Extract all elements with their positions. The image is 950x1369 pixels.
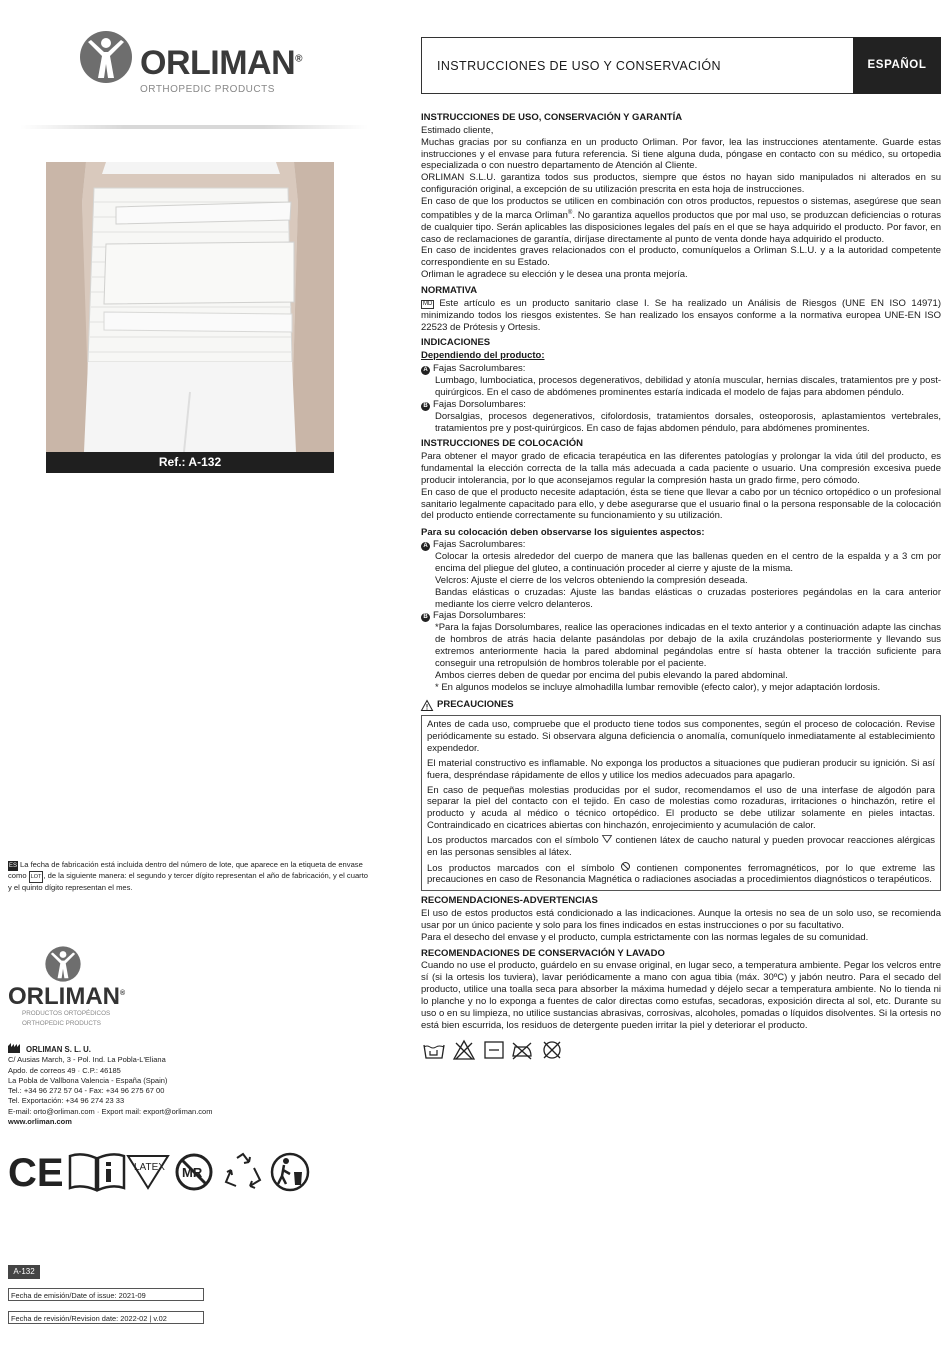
- paragraph: Para el desecho del envase y el producto, cumpla estrictamente con las normas legales de su comunidad.: [421, 931, 869, 943]
- paragraph: Colocar la ortesis alrededor del cuerpo de manera que las ballenas queden en el centro de la espalda y a 3 cm por encima del pliegue del gluteo, a continuación proceder al cierre y ajuste de la misma.: [435, 551, 941, 574]
- mr-symbol-icon: [621, 862, 630, 871]
- paragraph: MD Este artículo es un producto sanitario clase I. Se ha realizado un Análisis de Riesgos (UNE EN ISO 14971) minimizando todos los riesgos existentes. Se han realizado los ensayos conforme a la normativa europea UNE-EN ISO 22523 de Prótesis y Ortesis.: [421, 297, 941, 333]
- brand-tagline-es: PRODUCTOS ORTOPÉDICOS: [22, 1010, 111, 1017]
- orliman-logo-top: [78, 30, 318, 100]
- section-title-colocacion: INSTRUCCIONES DE COLOCACIÓN: [421, 438, 584, 450]
- company-address-line: La Pobla de Vallbona Valencia - España (Spain): [8, 1075, 168, 1085]
- company-address-line: Apdo. de correos 49 · C.P.: 46185: [8, 1065, 121, 1075]
- brand-tagline: ORTHOPEDIC PRODUCTS: [140, 84, 275, 95]
- letter-b-icon: B: [421, 402, 430, 411]
- paragraph: *Para la fajas Dorsolumbares, realice las operaciones indicadas en el texto anterior y a continuación adapte las cinchas de hombros de atrás hacia delante pasándolas por debajo de la axila cruzándolas posteriormente y llevando sus extremos anteriormente hacia la pared abdominal pegándolas entre sí hasta obtener la tracción suficiente para conseguir una retropulsión de hombros tolerable por el paciente.: [435, 622, 941, 669]
- section-title-garantia: INSTRUCCIONES DE USO, CONSERVACIÓN Y GARANTÍA: [421, 112, 683, 123]
- revision-date: Fecha de revisión/Revision date: 2022-02 | v.02: [8, 1311, 204, 1324]
- company-phone-line: Tel.: +34 96 272 57 04 - Fax: +34 96 275 67 00: [8, 1086, 165, 1096]
- section-title-lavado: RECOMENDACIONES DE CONSERVACIÓN Y LAVADO: [421, 947, 665, 959]
- orliman-figure-icon: [44, 945, 82, 983]
- letter-b-icon: B: [421, 613, 430, 622]
- language-badge: ES: [8, 861, 18, 871]
- paragraph: Cuando no use el producto, guárdelo en su envase original, en lugar seco, a temperatura ambiente. Pegar los velcros entre sí (si la ortesis los tuviera), lavar periódicamente a mano con agua tibia (máx. 30ºC) y jabón neutro. Para el secado del producto, utilice una toalla seca para absorber la máxima humedad y déjelo secar a temperatura ambiente. No lo tienda ni lo planche y no lo exponga a fuentes de calor directas como estufas, secadoras, exposición directa al sol, etc. Durante su uso o en su limpieza, no utilice sustancias abrasivas, corrosivas, alcoholes, pomadas o líquidos disolventes. Si la ortesis no está bien escurrida, los residuos de detergente pueden irritar la piel y deteriorar el producto.: [421, 960, 941, 1031]
- section-title-recomendaciones: RECOMENDACIONES-ADVERTENCIAS: [421, 895, 598, 907]
- company-website-link[interactable]: www.orliman.com: [8, 1117, 72, 1127]
- hand-wash-icon: [423, 1040, 445, 1060]
- lot-note: [8, 860, 370, 894]
- orliman-figure-icon: [78, 30, 134, 84]
- paragraph: Muchas gracias por su confianza en un producto Orliman. Por favor, lea las instrucciones atentamente. Guarde estas instrucciones y el envase para futura referencia. Si tiene alguna duda, póngase en contacto con su médico, su ortopedia especializada o con nuestro departamento de Atención al Cliente.: [421, 136, 941, 172]
- orliman-wordmark: ORLIMAN®: [140, 44, 303, 82]
- company-name: ORLIMAN S. L. U.: [8, 1043, 308, 1055]
- instructions-content: [421, 112, 941, 1066]
- company-export-phone: Tel. Exportación: +34 96 274 23 33: [8, 1096, 125, 1106]
- paragraph: Para obtener el mayor grado de eficacia terapéutica en las diferentes patologías y prolongar la vida útil del producto, es fundamental la elección correcta de la talla más adecuada a cada paciente o usuario. Una compresión excesiva puede producir intolerancia, por lo que aconsejamos regular la compresión hasta un grado firme, pero cómodo.: [421, 451, 941, 486]
- paragraph: Ambos cierres deben de quedar por encima del pubis elevando la pared abdominal.: [435, 669, 788, 681]
- svg-text:LATEX: LATEX: [134, 1162, 165, 1173]
- mr-unsafe-icon: [174, 1152, 214, 1192]
- paragraph: En caso de que el producto necesite adaptación, ésta se tiene que llevar a cabo por un técnico ortopédico o un profesional sanitario legalmente capacitado para ello, y debe asegurarse que el usuario final o la persona responsable de la colocación del producto entiende correctamente su funcionamiento y su utilización.: [421, 486, 941, 522]
- header-divider: [20, 125, 368, 129]
- brand-tagline-en: ORTHOPEDIC PRODUCTS: [22, 1020, 101, 1027]
- company-address-line: C/ Ausias March, 3 - Pol. Ind. La Pobla-L'Eliana: [8, 1055, 166, 1065]
- medical-device-icon: MD: [423, 300, 433, 307]
- paragraph: Antes de cada uso, compruebe que el producto tiene todos sus componentes, según el proceso de colocación. Revise periódicamente su estado. Si observara alguna deficiencia o anomalía, comuníquelo inmediatamente al establecimiento expendedor.: [427, 719, 935, 754]
- paragraph: Los productos marcados con el símbolo contienen componentes ferromagnéticos, por lo que extreme las precauciones en caso de Resonancia Magnética o radiaciones asociadas a procedimientos diagnósticos o terapéuticos.: [427, 862, 936, 886]
- recycle-icon: [222, 1152, 264, 1192]
- paragraph: Lumbago, lumbociatica, procesos degenerativos, debilidad y atonía muscular, hernias discales, tratamientos pre y post-quirúrgicos. En el caso de abdómenes prominentes estaría indicada el modelo de fajas para abdomen péndulo.: [435, 375, 941, 398]
- paragraph: El uso de estos productos está condicionado a las indicaciones. Aunque la ortesis no sea de un solo uso, se recomienda usar por un único paciente y solo para los fines indicados en estas instrucciones o por su facultativo.: [421, 908, 941, 931]
- product-ref-badge: A-132: [8, 1265, 40, 1279]
- ce-mark-icon: [8, 1151, 64, 1195]
- product-ref-label: Ref.: A-132: [46, 452, 334, 473]
- paragraph: En caso de que los productos se utilicen en combinación con otros productos, repuestos o sistemas, asegúrese que sean compatibles y de la marca Orliman®. No garantiza aquellos productos que por mal uso, se produzcan deficiencias o roturas de cualquier tipo. Serán aplicables las disposiciones legales del país en el que se haya adquirido el producto. Por favor, en caso de reclamaciones de garantía, diríjase directamente al punto de venta donde haya adquirido el producto.: [421, 195, 941, 245]
- certification-symbols: [8, 1152, 308, 1194]
- waste-disposal-icon: [270, 1152, 312, 1192]
- document-title: INSTRUCCIONES DE USO Y CONSERVACIÓN: [437, 59, 721, 73]
- item-title-a: A Fajas Sacrolumbares:: [421, 539, 941, 551]
- subsection-title: Para su colocación deben observarse los siguientes aspectos:: [421, 527, 705, 539]
- lot-symbol-icon: LOT: [29, 871, 44, 883]
- paragraph: * En algunos modelos se incluye almohadilla lumbar removible (efecto calor), y mejor adaptación lordosis.: [435, 681, 881, 693]
- paragraph: El material constructivo es inflamable. No exponga los productos a situaciones que pudieran producir su ignición. Si así fuera, despréndase rápidamente de ellos y utilice los medios adecuados para apagarlo.: [427, 757, 935, 781]
- paragraph: En caso de incidentes graves relacionados con el producto, comuníquelos a Orliman S.L.U. y a la autoridad competente correspondiente en su Estado.: [421, 245, 941, 269]
- svg-text:CE: CE: [8, 1151, 64, 1195]
- manufacturer-icon: [8, 1043, 22, 1053]
- section-title-normativa: NORMATIVA: [421, 284, 478, 296]
- letter-a-icon: A: [421, 366, 430, 375]
- svg-text:MR: MR: [182, 1165, 203, 1180]
- paragraph: Los productos marcados con el símbolo contienen látex de caucho natural y pueden provocar reacciones alérgicas en las personas sensibles al látex.: [427, 834, 936, 858]
- paragraph: Orliman le agradece su elección y le desea una pronta mejoría.: [421, 269, 688, 281]
- issue-date: Fecha de emisión/Date of issue: 2021-09: [8, 1288, 204, 1301]
- language-label: ESPAÑOL: [853, 37, 941, 94]
- precautions-box: [421, 715, 941, 891]
- orliman-logo-bottom: [8, 945, 168, 1035]
- lot-note-text-a: La fecha de fabricación está incluida dentro del número de lote, que aparece en la etiqueta de envase como: [8, 860, 363, 881]
- care-symbols: [421, 1040, 941, 1066]
- paragraph: Dorsalgias, procesos degenerativos, cifolordosis, tratamientos dorsales, osteoporosis, aplastamientos vertebrales, tratamientos pre y post-quirúrgicos. En caso de fajas abdomen péndulo, para abdómenes prominentes.: [435, 410, 941, 434]
- paragraph: En caso de pequeñas molestias producidas por el sudor, recomendamos el uso de una interfase de algodón para separar la piel del contacto con el tejido. En caso de molestias como rozaduras, irritaciones o hinchazón, retire el producto y acuda al médico o técnico ortopédico. El producto se debe utilizar solamente en pieles intactas. Contraindicado en cicatrices abiertas con hinchazón, enrojecimiento y acumulación de calor.: [427, 784, 935, 832]
- section-title-indicaciones: INDICACIONES: [421, 337, 491, 349]
- subsection-title: Dependiendo del producto:: [421, 350, 545, 362]
- no-bleach-icon: [453, 1040, 475, 1060]
- latex-symbol-icon: [602, 835, 612, 843]
- no-dry-clean-icon: [541, 1040, 563, 1060]
- item-title-b: B Fajas Dorsolumbares:: [421, 399, 941, 411]
- item-title-b: B Fajas Dorsolumbares:: [421, 610, 941, 622]
- section-title-precauciones: PRECAUCIONES: [421, 699, 941, 711]
- warning-icon: [421, 700, 433, 711]
- paragraph: Bandas elásticas o cruzadas: Ajuste las bandas elásticas o cruzadas posteriores pegándolas en la cara anterior mediante los cierre velcro delanteros.: [435, 586, 941, 610]
- orliman-wordmark: ORLIMAN®: [8, 983, 126, 1010]
- paragraph: ORLIMAN S.L.U. garantiza todos sus productos, siempre que éstos no hayan sido manipulados ni alterados en su configuración original, a excepción de su utilización prescrita en esta hoja de instrucciones.: [421, 172, 941, 196]
- letter-a-icon: A: [421, 542, 430, 551]
- dry-flat-icon: [483, 1040, 505, 1060]
- product-photo: [46, 162, 334, 452]
- greeting: Estimado cliente,: [421, 124, 494, 136]
- item-title-a: A Fajas Sacrolumbares:: [421, 363, 941, 375]
- no-iron-icon: [511, 1040, 533, 1060]
- latex-warning-icon: [126, 1152, 170, 1192]
- company-info: [8, 1043, 308, 1127]
- lot-note-text-b: , de la siguiente manera: el segundo y tercer dígito representan el año de fabricación, y el cuarto y el quinto dígito representan el mes.: [8, 871, 369, 893]
- lumbar-belt-image: [46, 162, 334, 452]
- document-header: [421, 37, 941, 94]
- company-email[interactable]: E-mail: orto@orliman.com · Export mail: export@orliman.com: [8, 1106, 213, 1116]
- instructions-book-icon: [68, 1152, 126, 1192]
- paragraph: Velcros: Ajuste el cierre de los velcros obteniendo la compresión deseada.: [435, 574, 748, 586]
